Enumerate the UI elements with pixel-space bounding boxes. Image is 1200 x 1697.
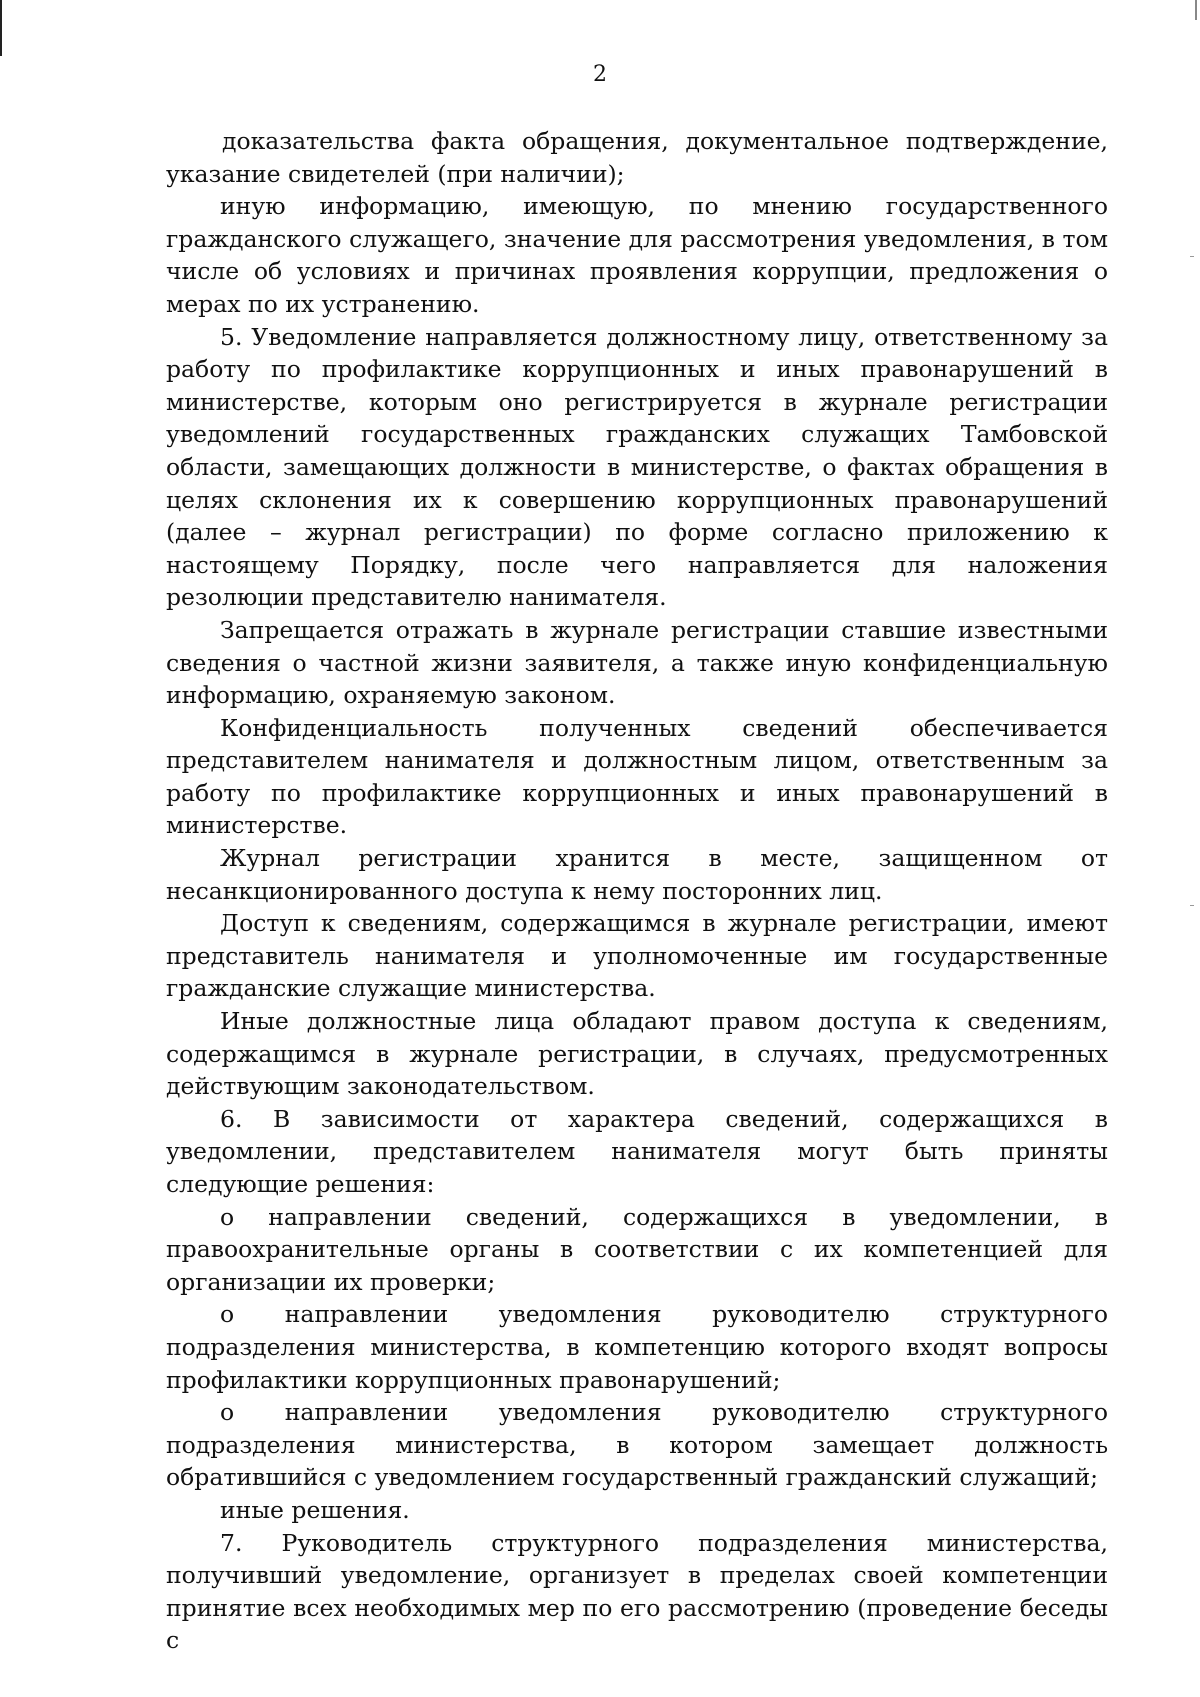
document-body [166, 125, 1108, 1657]
paragraph: иную информацию, имеющую, по мнению государственного гражданского служащего, значение для рассмотрения уведомления, в том числе об условиях и причинах проявления коррупции, предложения о мерах по их устранению. [166, 192, 1108, 318]
paragraph: о направлении уведомления руководителю структурного подразделения министерства, в котором замещает должность обратившийся с уведомлением государственный гражданский служащий; [166, 1398, 1108, 1492]
scan-speck [1190, 256, 1194, 257]
paragraph: Журнал регистрации хранится в месте, защищенном от несанкционированного доступа к нему посторонних лиц. [166, 844, 1108, 905]
paragraph: 6. В зависимости от характера сведений, содержащихся в уведомлении, представителем нанимателя могут быть приняты следующие решения: [166, 1104, 1108, 1198]
paragraph: о направлении сведений, содержащихся в уведомлении, в правоохранительные органы в соответствии с их компетенцией для организации их проверки; [166, 1202, 1108, 1296]
paragraph: Доступ к сведениям, содержащимся в журнале регистрации, имеют представитель нанимателя и уполномоченные им государственные гражданские служащие министерства. [166, 909, 1108, 1003]
paragraph: Запрещается отражать в журнале регистрации ставшие известными сведения о частной жизни заявителя, а также иную конфиденциальную информацию, охраняемую законом. [166, 615, 1108, 710]
page-number: 2 [593, 62, 607, 87]
paragraph: 7. Руководитель структурного подразделения министерства, получивший уведомление, организует в пределах своей компетенции принятие всех необходимых мер по его рассмотрению (проведение беседы с [166, 1528, 1108, 1655]
paragraph: 5. Уведомление направляется должностному лицу, ответственному за работу по профилактике коррупционных и иных правонарушений в министерстве, которым оно регистрируется в журнале регистрации уведомлений государственных гражданских служащих Тамбовской области, замещающих должности в министерстве, о фактах обращения в целях склонения их к совершению коррупционных правонарушений (далее – журнал регистрации) по форме согласно приложению к настоящему Порядку, после чего направляется для наложения резолюции представителю нанимателя. [166, 322, 1108, 612]
paragraph: Иные должностные лица обладают правом доступа к сведениям, содержащимся в журнале регистрации, в случаях, предусмотренных действующим законодательством. [166, 1007, 1108, 1101]
scan-edge-mark-right [1195, 0, 1197, 20]
scan-edge-mark-left [0, 0, 2, 56]
paragraph: иные решения. [220, 1495, 410, 1524]
scan-speck [1190, 905, 1194, 906]
paragraph: доказательства факта обращения, документальное подтверждение, указание свидетелей (при наличии); [166, 127, 1108, 188]
paragraph: о направлении уведомления руководителю структурного подразделения министерства, в компетенцию которого входят вопросы профилактики коррупционных правонарушений; [166, 1300, 1108, 1394]
paragraph: Конфиденциальность полученных сведений обеспечивается представителем нанимателя и должностным лицом, ответственным за работу по профилактике коррупционных и иных правонарушений в министерстве. [166, 713, 1108, 840]
